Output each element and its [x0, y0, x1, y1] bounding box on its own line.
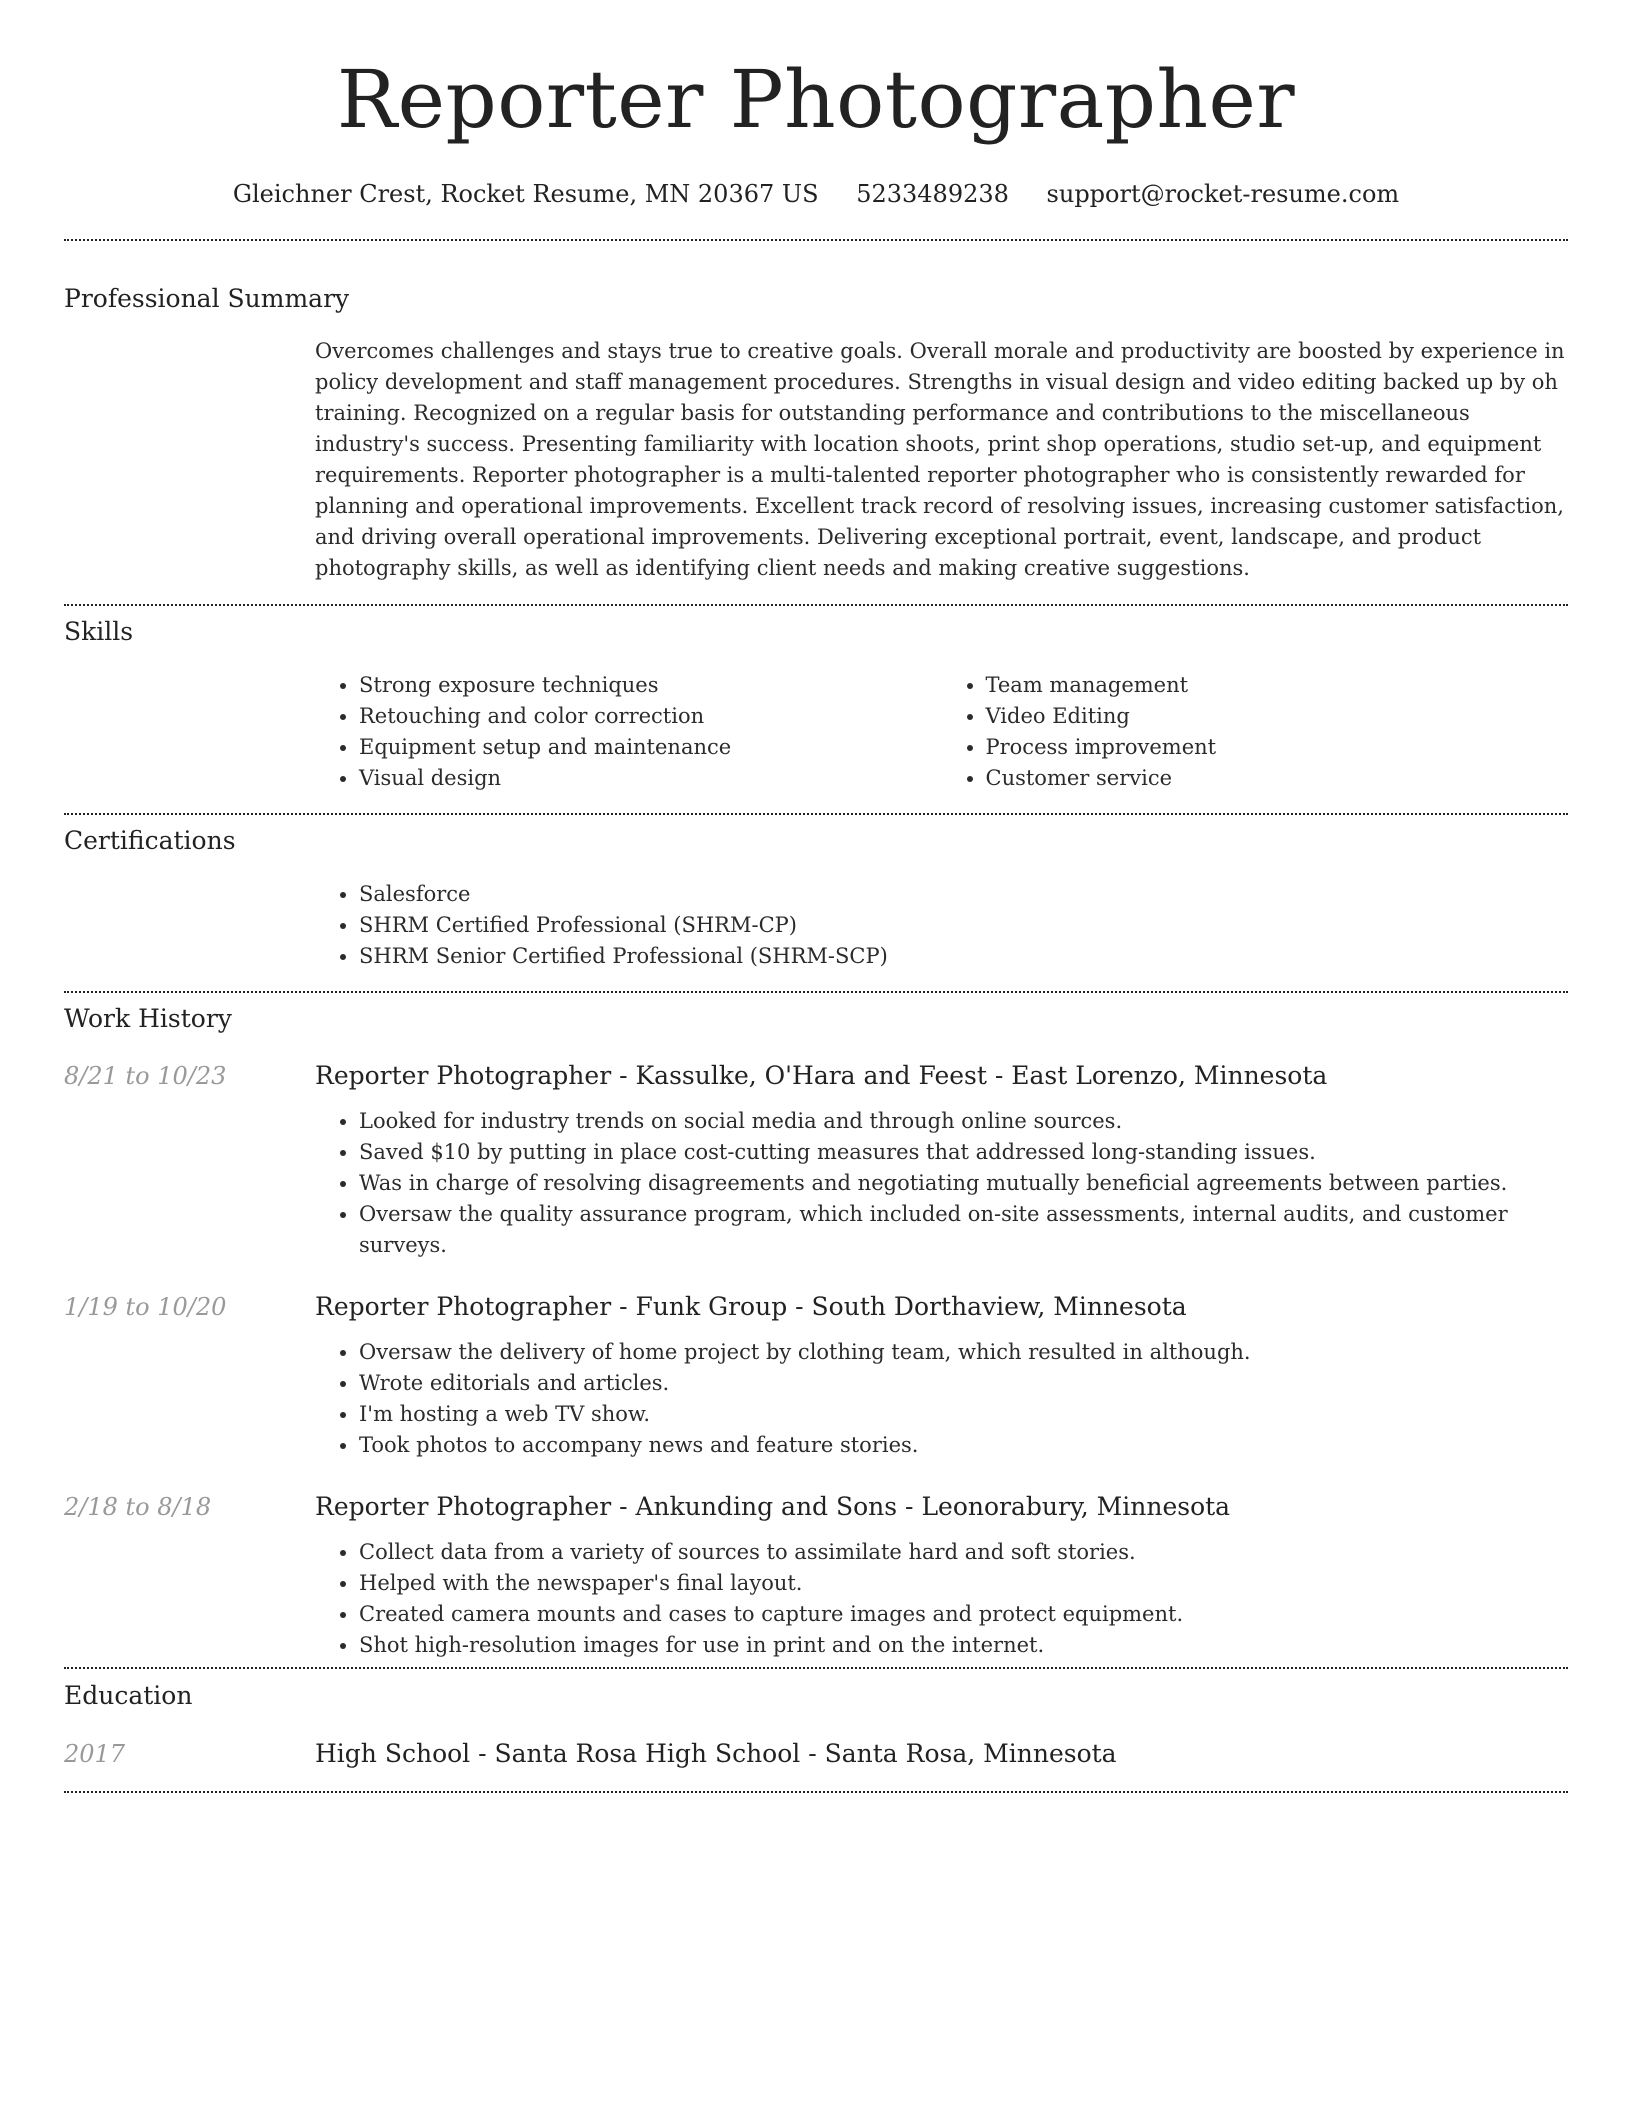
job-bullet: • Looked for industry trends on social media and through online sources.: [359, 1106, 1568, 1137]
contact-address: Gleichner Crest, Rocket Resume, MN 20367 US: [232, 180, 819, 208]
education-entry: [64, 1738, 1568, 1770]
job-bullet: • Wrote editorials and articles.: [359, 1368, 1568, 1399]
summary-heading: Professional Summary: [64, 284, 350, 313]
job-bullet: • Shot high-resolution images for use in print and on the internet.: [359, 1630, 1568, 1661]
skill-item: • Process improvement: [986, 732, 1569, 763]
certifications-list: [315, 879, 1568, 972]
job-date: 1/19 to 10/20: [64, 1293, 227, 1321]
certification-item: • SHRM Certified Professional (SHRM-CP): [359, 910, 1568, 941]
skill-item: • Retouching and color correction: [359, 701, 942, 732]
section-divider: [64, 1791, 1568, 1793]
job-bullet: • Took photos to accompany news and feature stories.: [359, 1430, 1568, 1461]
header-divider: [64, 239, 1568, 241]
summary-section: [64, 283, 1568, 584]
job-bullet: • Helped with the newspaper's final layout.: [359, 1568, 1568, 1599]
job-bullets: [315, 1337, 1568, 1461]
job-title: Reporter Photographer - Funk Group - South Dorthaview, Minnesota: [315, 1292, 1187, 1321]
job-bullets: [315, 1106, 1568, 1261]
skills-section: [64, 616, 1568, 794]
summary-text: Overcomes challenges and stays true to creative goals. Overall morale and productivity are boosted by experience in policy development and staff management procedures. Strengths in visual design and video editing backed up by oh training. Recognized on a regular basis for outstanding performance and contributions to the miscellaneous industry's success. Presenting familiarity with location shoots, print shop operations, studio set-up, and equipment requirements. Reporter photographer is a multi-talented reporter photographer who is consistently rewarded for planning and operational improvements. Excellent track record of resolving issues, increasing customer satisfaction, and driving overall operational improvements. Delivering exceptional portrait, event, landscape, and product photography skills, as well as identifying client needs and making creative suggestions.: [315, 339, 1565, 580]
job-entry: [64, 1291, 1568, 1461]
section-divider: [64, 604, 1568, 606]
job-bullet: • Created camera mounts and cases to capture images and protect equipment.: [359, 1599, 1568, 1630]
skill-item: • Customer service: [986, 763, 1569, 794]
job-entry: [64, 1060, 1568, 1261]
education-date: 2017: [64, 1740, 126, 1768]
skill-item: • Visual design: [359, 763, 942, 794]
contact-email[interactable]: support@rocket-resume.com: [1046, 180, 1400, 208]
section-divider: [64, 1667, 1568, 1669]
job-title: Reporter Photographer - Kassulke, O'Hara and Feest - East Lorenzo, Minnesota: [315, 1061, 1328, 1090]
education-title: High School - Santa Rosa High School - Santa Rosa, Minnesota: [315, 1739, 1117, 1768]
job-date: 2/18 to 8/18: [64, 1493, 212, 1521]
section-divider: [64, 813, 1568, 815]
education-heading: Education: [64, 1681, 193, 1710]
skills-list-right: [942, 670, 1569, 794]
skills-grid: [315, 670, 1568, 794]
job-bullet: • Oversaw the quality assurance program, which included on-site assessments, internal audits, and customer surveys.: [359, 1199, 1568, 1261]
education-section: [64, 1680, 1568, 1770]
work-history-heading: Work History: [64, 1004, 232, 1033]
job-bullet: • Oversaw the delivery of home project by clothing team, which resulted in although.: [359, 1337, 1568, 1368]
skill-item: • Strong exposure techniques: [359, 670, 942, 701]
skills-heading: Skills: [64, 617, 134, 646]
contact-phone: 5233489238: [856, 180, 1009, 208]
certification-item: • Salesforce: [359, 879, 1568, 910]
contact-line: [0, 178, 1632, 210]
job-bullet: • Was in charge of resolving disagreements and negotiating mutually beneficial agreements between parties.: [359, 1168, 1568, 1199]
job-date: 8/21 to 10/23: [64, 1062, 227, 1090]
resume-header: [0, 0, 1632, 210]
job-bullets: [315, 1537, 1568, 1661]
certifications-section: [64, 825, 1568, 972]
work-history-section: [64, 1003, 1568, 1661]
job-bullet: • I'm hosting a web TV show.: [359, 1399, 1568, 1430]
section-divider: [64, 991, 1568, 993]
certifications-heading: Certifications: [64, 826, 236, 855]
candidate-name: Reporter Photographer: [336, 53, 1296, 146]
skill-item: • Video Editing: [986, 701, 1569, 732]
job-title: Reporter Photographer - Ankunding and Sons - Leonorabury, Minnesota: [315, 1492, 1231, 1521]
certification-item: • SHRM Senior Certified Professional (SHRM-SCP): [359, 941, 1568, 972]
job-bullet: • Collect data from a variety of sources to assimilate hard and soft stories.: [359, 1537, 1568, 1568]
skill-item: • Team management: [986, 670, 1569, 701]
skill-item: • Equipment setup and maintenance: [359, 732, 942, 763]
skills-list-left: [315, 670, 942, 794]
job-entry: [64, 1491, 1568, 1661]
job-bullet: • Saved $10 by putting in place cost-cutting measures that addressed long-standing issues.: [359, 1137, 1568, 1168]
